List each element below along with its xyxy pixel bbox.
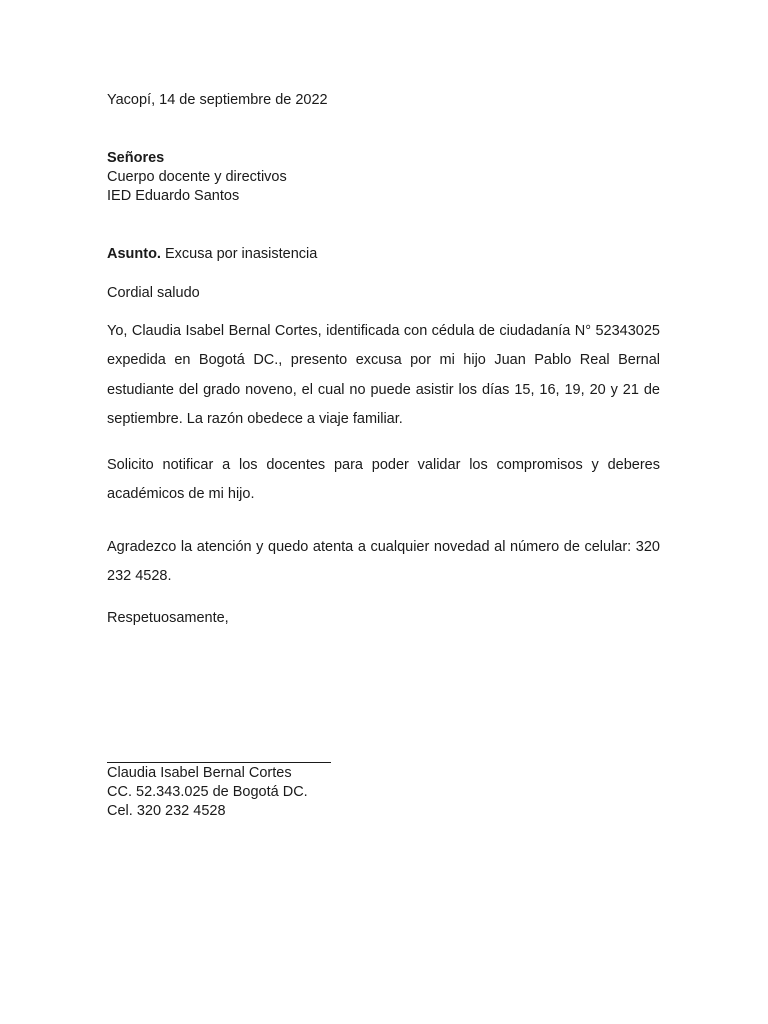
closing: Respetuosamente, [107, 610, 229, 626]
subject-line [107, 245, 317, 264]
recipient-line-1: Cuerpo docente y directivos [107, 169, 287, 185]
recipient-salutation: Señores [107, 150, 165, 166]
signature-phone: Cel. 320 232 4528 [107, 803, 226, 819]
signature-line [107, 762, 331, 763]
paragraph-1: Yo, Claudia Isabel Bernal Cortes, identificada con cédula de ciudadanía N° 52343025 expedida en Bogotá DC., presento excusa por mi hijo Juan Pablo Real Bernal estudiante del grado noveno, el cual no puede asistir los días 15, 16, 19, 20 y 21 de septiembre. La razón obedece a viaje familiar. [107, 323, 660, 427]
subject-label: Asunto. [107, 246, 161, 262]
paragraph-2: Solicito notificar a los docentes para poder validar los compromisos y deberes académicos de mi hijo. [107, 457, 660, 503]
paragraph-3: Agradezco la atención y quedo atenta a cualquier novedad al número de celular: 320 232 4528. [107, 539, 660, 585]
signature-name: Claudia Isabel Bernal Cortes [107, 765, 292, 781]
greeting: Cordial saludo [107, 285, 200, 301]
place-date: Yacopí, 14 de septiembre de 2022 [107, 92, 328, 108]
recipient-line-2: IED Eduardo Santos [107, 188, 240, 204]
signature-id: CC. 52.343.025 de Bogotá DC. [107, 784, 308, 800]
subject-text: Excusa por inasistencia [160, 246, 318, 262]
